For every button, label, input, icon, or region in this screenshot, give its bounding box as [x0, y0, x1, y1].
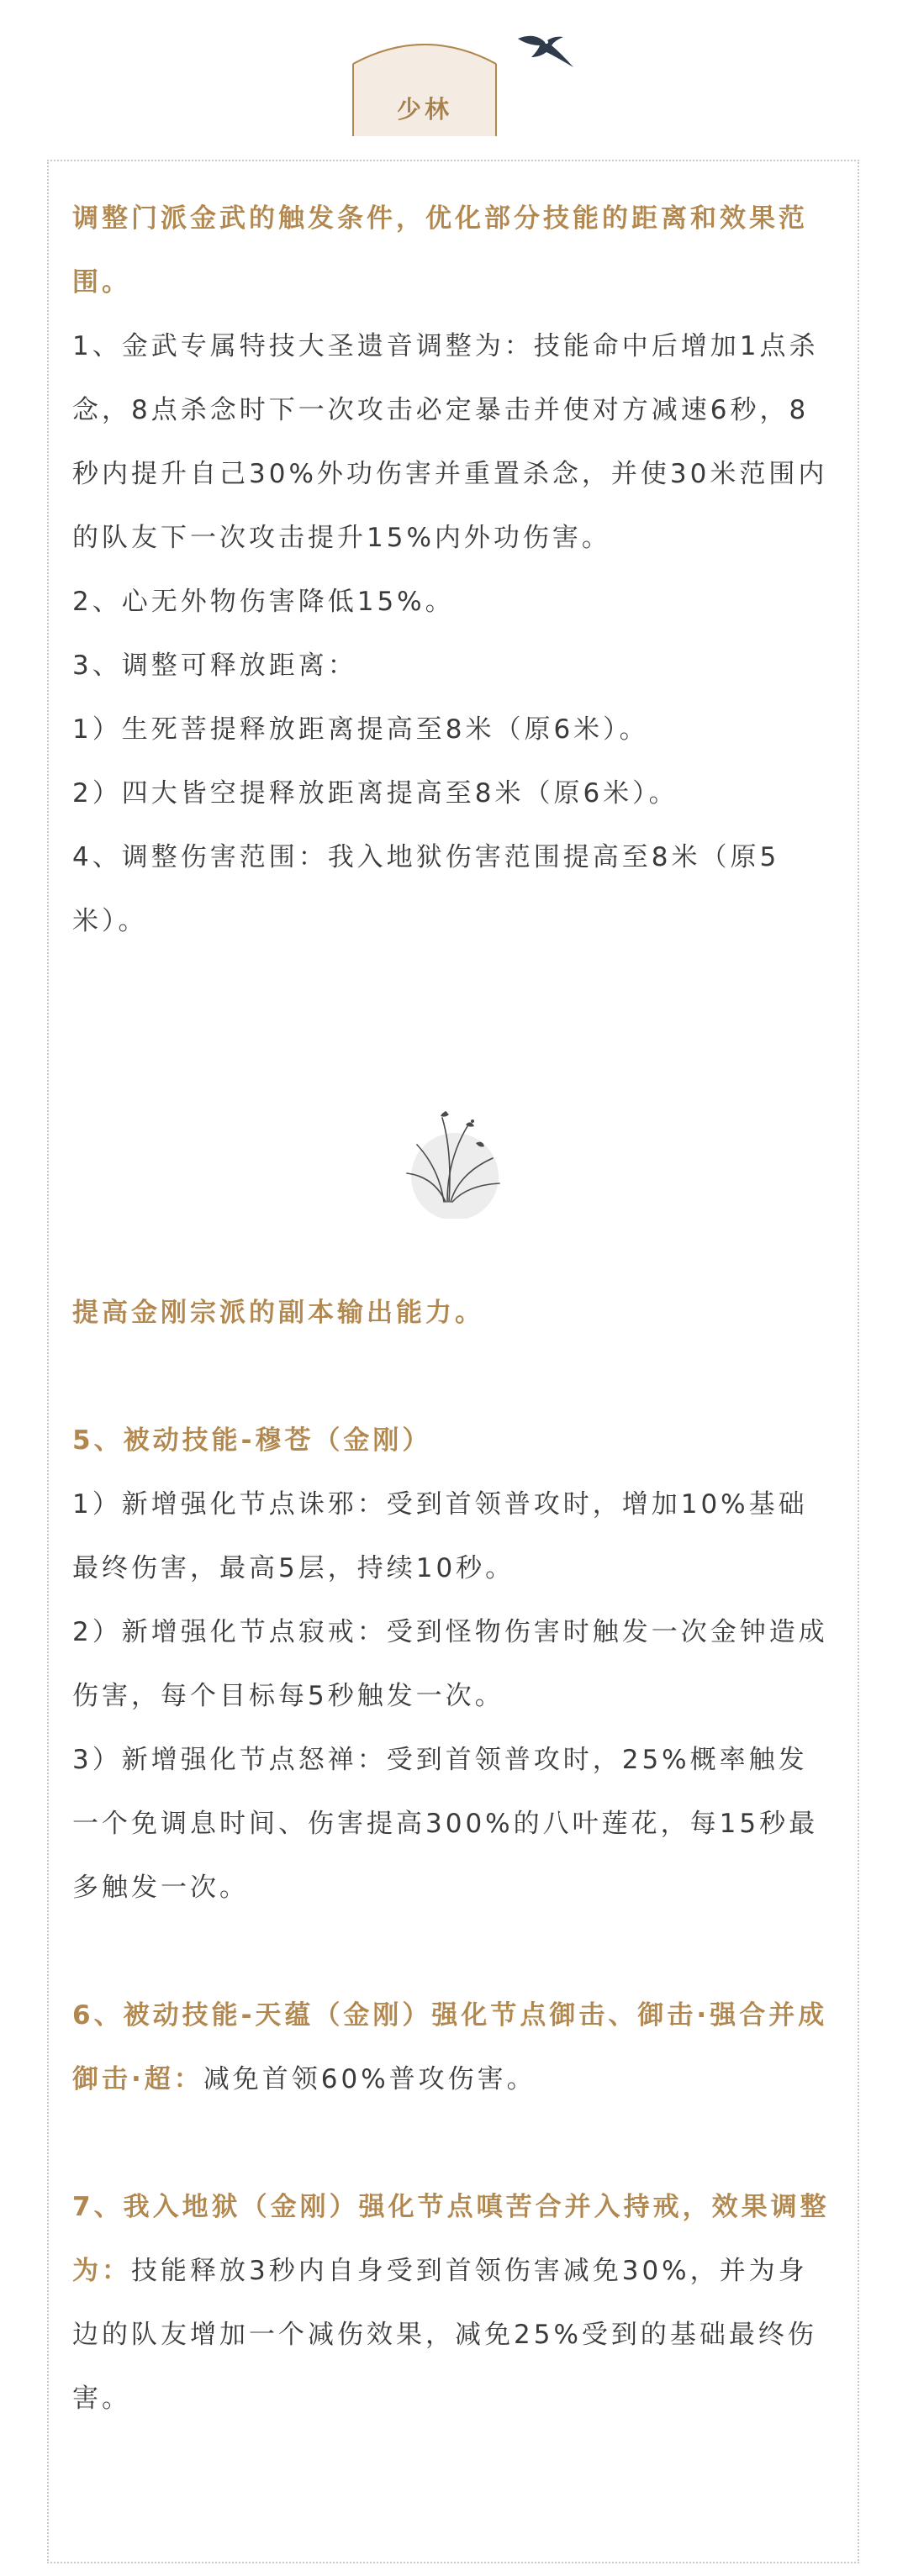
- section2-heading: 提高金刚宗派的副本输出能力。: [72, 1298, 484, 1328]
- orchid-icon: [392, 1093, 518, 1219]
- page-title: 少林: [396, 95, 452, 124]
- section1-item: 1、金武专属特技大圣遗音调整为：技能命中后增加1点杀念，8点杀念时下一次攻击必定暴击并使对方减速6秒，8秒内提升自己30%外功伤害并重置杀念，并使30米范围内的队友下一次攻击提升15%内外功伤害。: [72, 331, 828, 553]
- swallow-icon: [509, 24, 577, 74]
- sub6-paragraph: [72, 1983, 834, 2111]
- sub7-bold: 7、我入地狱（金刚）强化节点嗔苦合并入持戒，效果调整为：: [72, 2192, 830, 2286]
- section1-item: 4、调整伤害范围：我入地狱伤害范围提高至8米（原5米）。: [72, 842, 780, 936]
- sub7-paragraph: [72, 2175, 834, 2431]
- spacer: [72, 1345, 834, 1409]
- sub6-text: 减免首领60%普攻伤害。: [203, 2064, 536, 2094]
- section1-item: 3、调整可释放距离：: [72, 651, 357, 681]
- spacer: [72, 1920, 834, 1983]
- header: [0, 0, 908, 168]
- sub5-title: 5、被动技能-穆苍（金刚）: [72, 1425, 432, 1456]
- spacer: [72, 2111, 834, 2175]
- section1-item: 1）生死菩提释放距离提高至8米（原6米）。: [72, 714, 649, 745]
- sub5-item: 3）新增强化节点怒禅：受到首领普攻时，25%概率触发一个免调息时间、伤害提高300%的八叶莲花，每15秒最多触发一次。: [72, 1745, 819, 1903]
- section1-heading: 调整门派金武的触发条件，优化部分技能的距离和效果范围。: [72, 203, 808, 298]
- section1-item: 2）四大皆空提释放距离提高至8米（原6米）。: [72, 778, 678, 809]
- sub6-bold: 6、被动技能-天蕴（金刚）强化节点御击、御击·强合并成御击·超：: [72, 2000, 828, 2094]
- section1-item: 2、心无外物伤害降低15%。: [72, 587, 455, 617]
- sub7-text: 技能释放3秒内自身受到首领伤害减免30%，并为身边的队友增加一个减伤效果，减免25%受到的基础最终伤害。: [72, 2256, 817, 2414]
- sub5-item: 1）新增强化节点诛邪：受到首领普攻时，增加10%基础最终伤害，最高5层，持续10秒。: [72, 1489, 808, 1583]
- article-body: [72, 187, 834, 2431]
- section-tab: [346, 30, 503, 136]
- sub5-item: 2）新增强化节点寂戒：受到怪物伤害时触发一次金钟造成伤害，每个目标每5秒触发一次。: [72, 1617, 828, 1711]
